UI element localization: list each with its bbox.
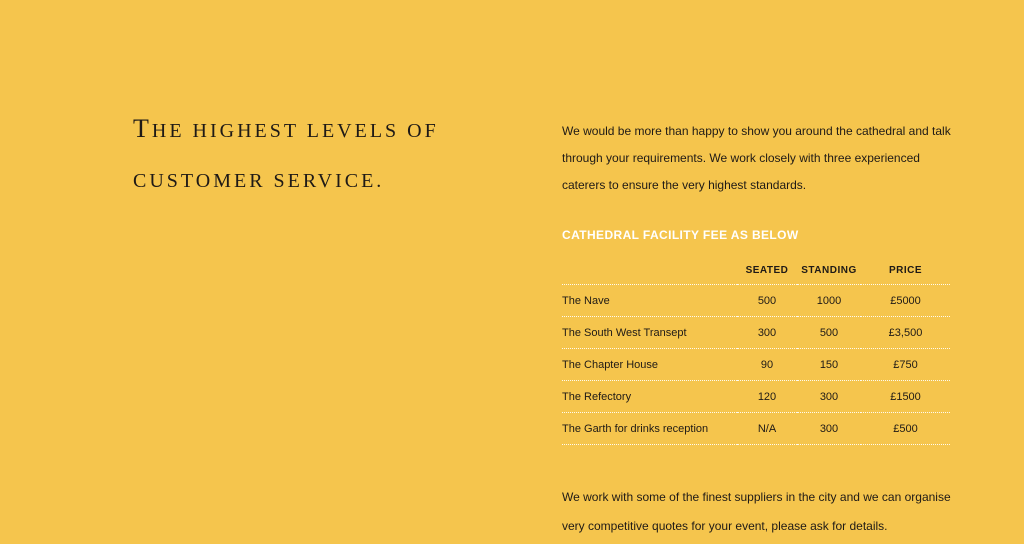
standing-capacity: 300 [797,413,861,445]
facility-name: The Chapter House [562,349,737,381]
facility-price: £500 [861,413,950,445]
hero-heading-line-2: CUSTOMER SERVICE. [133,170,385,192]
facility-name: The Refectory [562,381,737,413]
hero-heading [133,112,493,198]
table-row [562,317,950,349]
intro-text [562,118,952,199]
facility-price: £5000 [861,285,950,317]
table-row [562,381,950,413]
table-row [562,413,950,445]
facility-name: The South West Transept [562,317,737,349]
standing-capacity: 500 [797,317,861,349]
header-standing: STANDING [801,264,857,276]
facility-fee-title: CATHEDRAL FACILITY FEE AS BELOW [562,228,799,242]
intro-text-line-2: through your requirements. We work closely with three experienced [562,151,920,165]
table-header-row [562,256,950,285]
outro-text-line-2: very competitive quotes for your event, please ask for details. [562,519,888,533]
facility-price: £750 [861,349,950,381]
table-row [562,349,950,381]
header-facility [562,256,737,285]
outro-text [562,483,952,541]
facility-price: £1500 [861,381,950,413]
intro-text-line-1: We would be more than happy to show you around the cathedral and talk [562,124,951,138]
seated-capacity: N/A [737,413,797,445]
seated-capacity: 300 [737,317,797,349]
intro-text-line-3: caterers to ensure the very highest standards. [562,178,807,192]
facility-price: £3,500 [861,317,950,349]
seated-capacity: 500 [737,285,797,317]
content-column [562,118,952,541]
facility-fee-table [562,256,950,445]
hero-heading-line-1: THE HIGHEST LEVELS OF [133,114,439,143]
standing-capacity: 150 [797,349,861,381]
standing-capacity: 300 [797,381,861,413]
table-row [562,285,950,317]
header-price: PRICE [888,264,923,276]
standing-capacity: 1000 [797,285,861,317]
facility-name: The Nave [562,285,737,317]
seated-capacity: 120 [737,381,797,413]
seated-capacity: 90 [737,349,797,381]
header-seated: SEATED [745,264,789,276]
outro-text-line-1: We work with some of the finest suppliers in the city and we can organise [562,490,951,504]
facility-name: The Garth for drinks reception [562,413,737,445]
